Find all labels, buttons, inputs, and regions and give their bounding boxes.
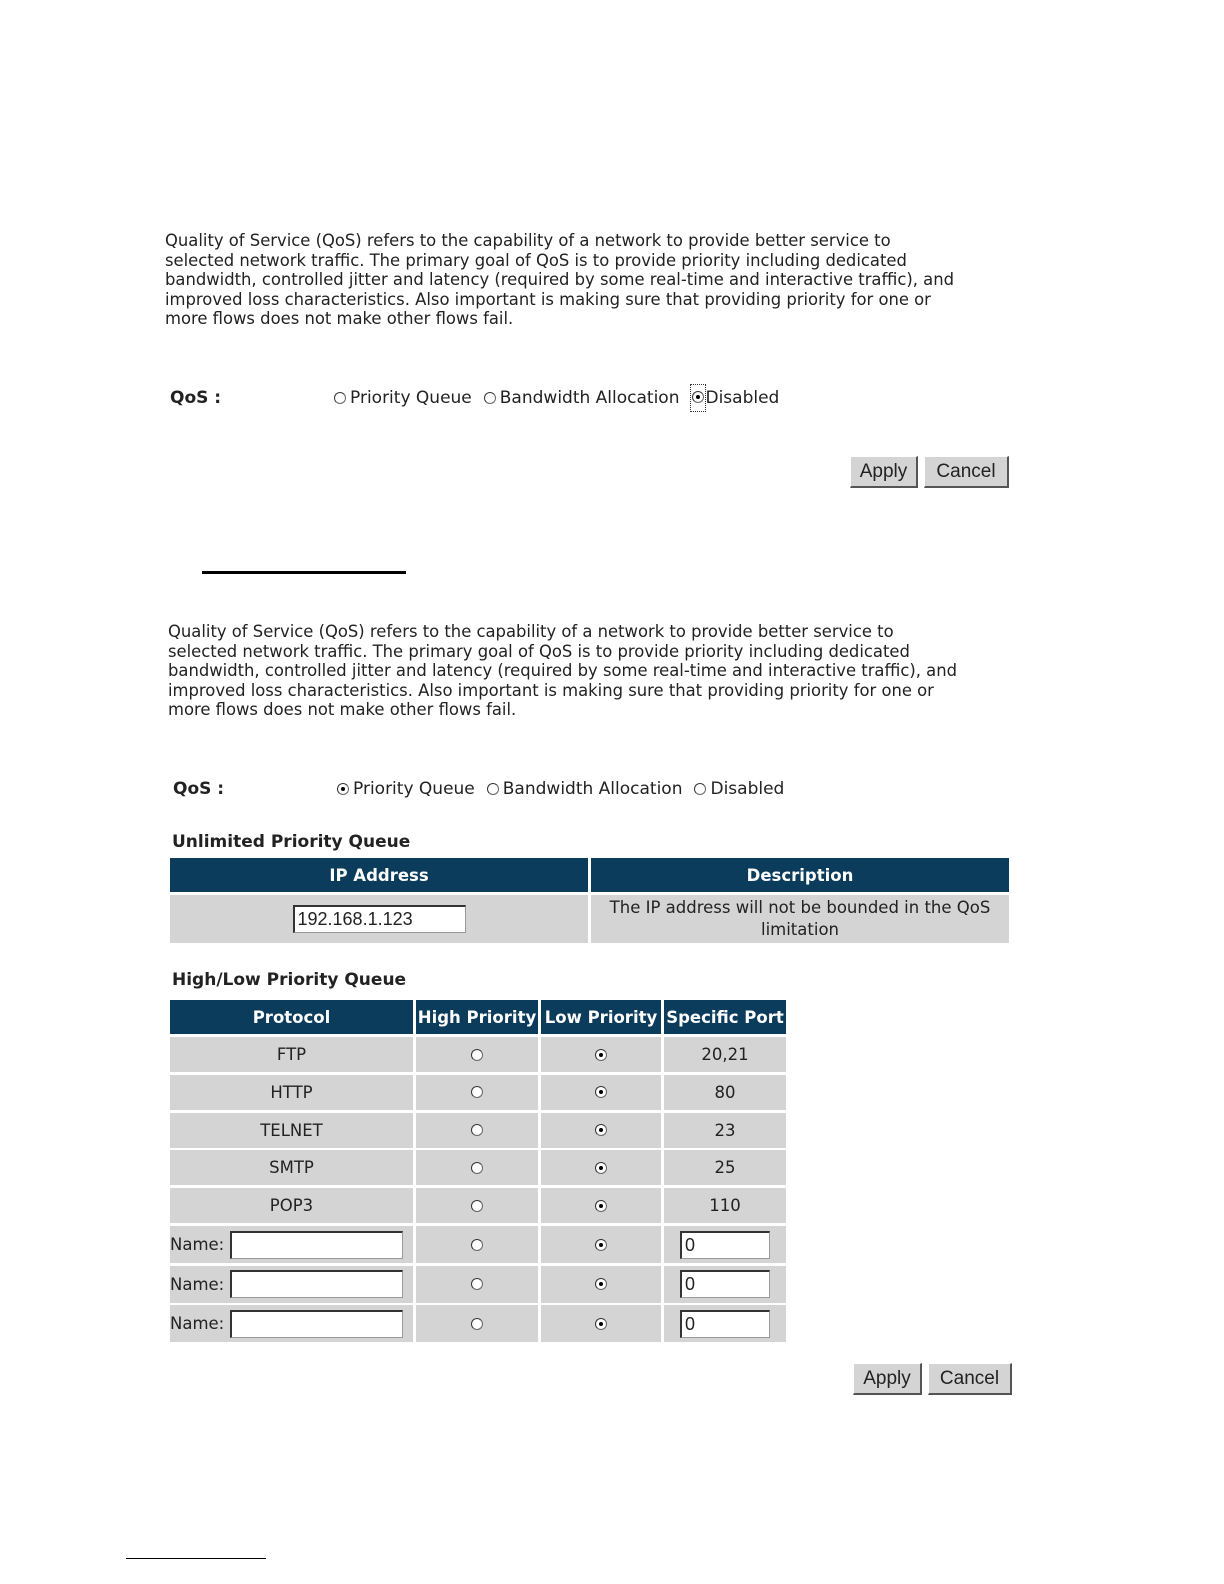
port-cell: 20,21 bbox=[664, 1037, 786, 1072]
name-label: Name: bbox=[170, 1274, 225, 1294]
port-cell bbox=[664, 1305, 786, 1342]
option-label: Priority Queue bbox=[353, 779, 475, 799]
qos-option-bandwidth-allocation[interactable] bbox=[484, 388, 680, 408]
radio-button-selected[interactable] bbox=[595, 1124, 607, 1136]
radio-button-selected[interactable] bbox=[595, 1086, 607, 1098]
custom-name-input[interactable] bbox=[230, 1310, 403, 1338]
high-priority-cell bbox=[416, 1188, 538, 1223]
qos-option-priority-queue[interactable] bbox=[337, 779, 475, 799]
qos-description bbox=[168, 622, 957, 720]
name-label: Name: bbox=[170, 1314, 225, 1333]
port-cell: 25 bbox=[664, 1150, 786, 1185]
high-priority-cell bbox=[416, 1113, 538, 1148]
description-line: improved loss characteristics. Also important is making sure that providing priority for one or bbox=[165, 289, 931, 309]
radio-button[interactable] bbox=[471, 1124, 483, 1136]
option-label: Priority Queue bbox=[350, 388, 472, 408]
custom-port-input[interactable]: 0 bbox=[680, 1310, 770, 1338]
description-line: bandwidth, controlled jitter and latency (required by some real-time and interactive traffic), and bbox=[168, 661, 957, 681]
radio-button[interactable] bbox=[471, 1200, 483, 1212]
protocol-cell: SMTP bbox=[170, 1150, 413, 1185]
port-cell bbox=[664, 1266, 786, 1303]
radio-button[interactable] bbox=[484, 392, 496, 404]
custom-protocol-cell bbox=[170, 1266, 413, 1303]
description-line: more flows does not make other flows fail. bbox=[165, 309, 514, 329]
low-priority-cell bbox=[541, 1305, 661, 1342]
port-cell: 23 bbox=[664, 1113, 786, 1148]
high-priority-cell bbox=[416, 1226, 538, 1263]
custom-protocol-cell bbox=[170, 1305, 413, 1342]
high-priority-cell bbox=[416, 1075, 538, 1110]
low-priority-cell bbox=[541, 1150, 661, 1185]
radio-button-selected[interactable] bbox=[595, 1318, 607, 1330]
qos-option-disabled[interactable] bbox=[694, 779, 784, 799]
radio-button[interactable] bbox=[471, 1318, 483, 1330]
radio-button[interactable] bbox=[471, 1239, 483, 1251]
radio-button[interactable] bbox=[334, 392, 346, 404]
radio-button-selected[interactable] bbox=[595, 1278, 607, 1290]
description-line: bandwidth, controlled jitter and latency (required by some real-time and interactive traffic), and bbox=[165, 270, 954, 290]
radio-button[interactable] bbox=[471, 1049, 483, 1061]
qos-label: QoS : bbox=[173, 779, 225, 799]
apply-button[interactable]: Apply bbox=[850, 456, 918, 488]
radio-button-selected[interactable] bbox=[595, 1162, 607, 1174]
highlow-queue-title: High/Low Priority Queue bbox=[172, 970, 407, 990]
cancel-button[interactable]: Cancel bbox=[928, 1363, 1012, 1395]
port-cell bbox=[664, 1226, 786, 1263]
qos-label: QoS : bbox=[170, 388, 222, 408]
low-priority-cell bbox=[541, 1037, 661, 1072]
description-line: Quality of Service (QoS) refers to the capability of a network to provide better service to bbox=[168, 622, 894, 641]
footnote-line bbox=[126, 1558, 266, 1559]
ip-cell bbox=[170, 895, 588, 943]
ip-description: The IP address will not be bounded in the QoS limitation bbox=[591, 895, 1009, 943]
low-priority-cell bbox=[541, 1266, 661, 1303]
description-line: Quality of Service (QoS) refers to the capability of a network to provide better service to bbox=[165, 231, 891, 250]
high-priority-cell bbox=[416, 1037, 538, 1072]
protocol-cell: POP3 bbox=[170, 1188, 413, 1223]
high-priority-cell bbox=[416, 1150, 538, 1185]
radio-button[interactable] bbox=[694, 783, 706, 795]
qos-option-priority-queue[interactable] bbox=[334, 388, 472, 408]
port-cell: 110 bbox=[664, 1188, 786, 1223]
custom-protocol-cell bbox=[170, 1226, 413, 1263]
qos-option-disabled[interactable] bbox=[691, 385, 779, 411]
option-label: Disabled bbox=[705, 388, 780, 408]
qos-radio-group bbox=[337, 779, 796, 799]
radio-button-selected[interactable] bbox=[692, 391, 704, 403]
custom-name-input[interactable] bbox=[230, 1231, 403, 1259]
low-priority-cell bbox=[541, 1226, 661, 1263]
high-priority-cell bbox=[416, 1305, 538, 1342]
radio-button[interactable] bbox=[471, 1162, 483, 1174]
radio-button[interactable] bbox=[471, 1086, 483, 1098]
radio-button-selected[interactable] bbox=[595, 1049, 607, 1061]
option-label: Disabled bbox=[710, 779, 785, 799]
port-cell: 80 bbox=[664, 1075, 786, 1110]
option-label: Bandwidth Allocation bbox=[499, 388, 680, 408]
header-description: Description bbox=[591, 858, 1009, 892]
header-protocol: Protocol bbox=[170, 1000, 413, 1034]
qos-mode-row bbox=[170, 383, 870, 413]
divider-line bbox=[202, 571, 406, 574]
low-priority-cell bbox=[541, 1075, 661, 1110]
radio-button-selected[interactable] bbox=[595, 1239, 607, 1251]
custom-name-input[interactable] bbox=[230, 1270, 403, 1298]
custom-port-input[interactable]: 0 bbox=[680, 1270, 770, 1298]
header-low-priority: Low Priority bbox=[541, 1000, 661, 1034]
radio-button[interactable] bbox=[487, 783, 499, 795]
qos-description bbox=[165, 231, 954, 329]
radio-button-selected[interactable] bbox=[595, 1200, 607, 1212]
protocol-cell: HTTP bbox=[170, 1075, 413, 1110]
qos-option-bandwidth-allocation[interactable] bbox=[487, 779, 683, 799]
low-priority-cell bbox=[541, 1113, 661, 1148]
header-ip-address: IP Address bbox=[170, 858, 588, 892]
low-priority-cell bbox=[541, 1188, 661, 1223]
name-label: Name: bbox=[170, 1235, 225, 1254]
protocol-cell: TELNET bbox=[170, 1113, 413, 1148]
custom-port-input[interactable]: 0 bbox=[680, 1231, 770, 1259]
high-priority-cell bbox=[416, 1266, 538, 1303]
description-line: more flows does not make other flows fail. bbox=[168, 700, 517, 720]
qos-radio-group bbox=[334, 385, 791, 411]
header-specific-port: Specific Port bbox=[664, 1000, 786, 1034]
apply-button[interactable]: Apply bbox=[853, 1363, 922, 1395]
radio-button-selected[interactable] bbox=[337, 783, 349, 795]
description-line: selected network traffic. The primary goal of QoS is to provide priority including dedicated bbox=[165, 250, 907, 270]
header-high-priority: High Priority bbox=[416, 1000, 538, 1034]
cancel-button[interactable]: Cancel bbox=[924, 456, 1009, 488]
unlimited-queue-title: Unlimited Priority Queue bbox=[172, 832, 411, 852]
option-label: Bandwidth Allocation bbox=[502, 779, 683, 799]
radio-button[interactable] bbox=[471, 1278, 483, 1290]
ip-address-input[interactable]: 192.168.1.123 bbox=[293, 905, 466, 933]
description-line: improved loss characteristics. Also important is making sure that providing priority for one or bbox=[168, 680, 934, 700]
qos-mode-row bbox=[173, 774, 873, 804]
description-line: selected network traffic. The primary goal of QoS is to provide priority including dedicated bbox=[168, 641, 910, 661]
protocol-cell: FTP bbox=[170, 1037, 413, 1072]
